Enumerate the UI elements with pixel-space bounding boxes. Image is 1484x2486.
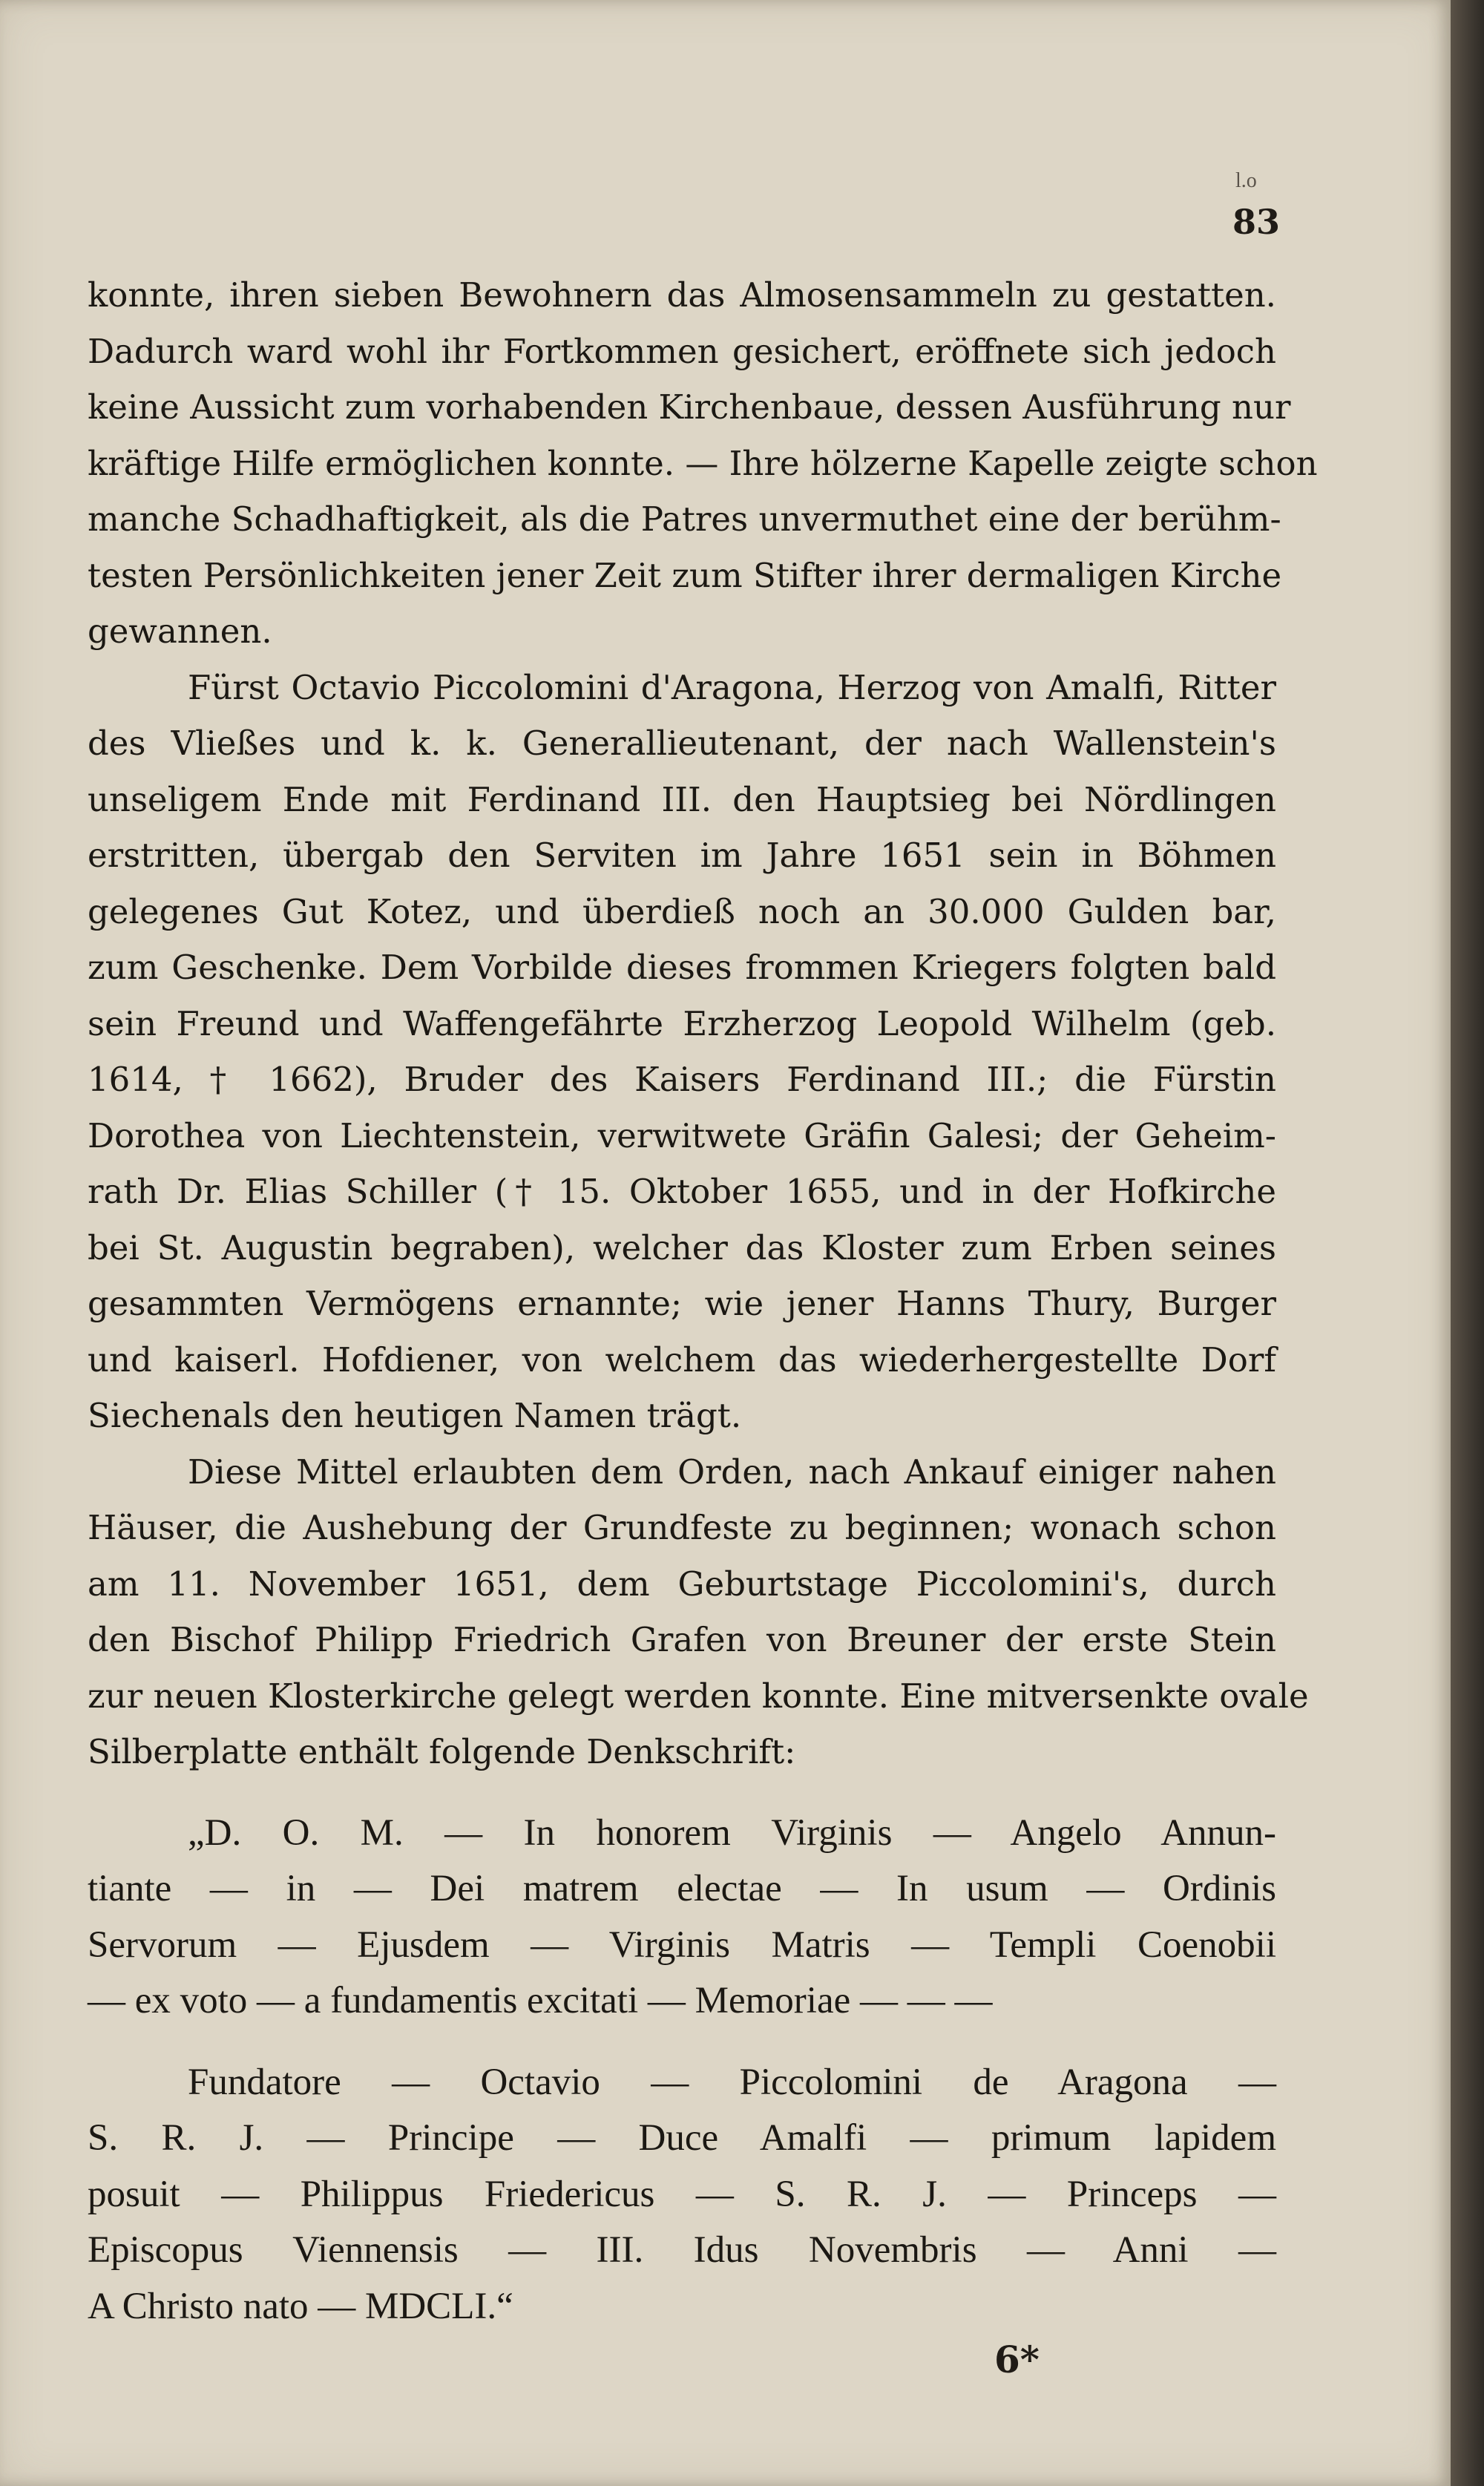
text-line: und kaiserl. Hofdiener, von welchem das wiederhergestellte Dorf <box>88 1339 1276 1380</box>
page-mark: l.o <box>1235 169 1257 192</box>
text-line: rath Dr. Elias Schiller († 15. Oktober 1655, und in der Hofkirche <box>88 1172 1276 1211</box>
text-line: manche Schadhaftigkeit, als die Patres unvermuthet eine der berühm- <box>88 499 1281 539</box>
text-line: konnte, ihren sieben Bewohnern das Almosensammeln zu gestatten. <box>88 275 1276 315</box>
text-line: 1614, † 1662), Bruder des Kaisers Ferdinand III.; die Fürstin <box>88 1060 1276 1099</box>
text-line: erstritten, übergab den Serviten im Jahre 1651 sein in Böhmen <box>88 836 1276 875</box>
signature-mark: 6* <box>994 2338 1040 2381</box>
text-line: Silberplatte enthält folgende Denkschrift: <box>88 1732 796 1771</box>
text-line: gewannen. <box>88 611 272 651</box>
text-line: am 11. November 1651, dem Geburtstage Piccolomini's, durch <box>88 1564 1276 1604</box>
text-line: den Bischof Philipp Friedrich Grafen von Breuner der erste Stein <box>88 1620 1276 1659</box>
text-line: kräftige Hilfe ermöglichen konnte. — Ihre hölzerne Kapelle zeigte schon <box>88 443 1318 483</box>
text-line: Dadurch ward wohl ihr Fortkommen gesichert, eröffnete sich jedoch <box>88 331 1276 371</box>
text-line: bei St. Augustin begraben), welcher das Kloster zum Erben seines <box>88 1227 1276 1267</box>
text-line: Diese Mittel erlaubten dem Orden, nach Ankauf einiger nahen <box>188 1452 1276 1492</box>
text-line: Siechenals den heutigen Namen trägt. <box>88 1396 742 1435</box>
text-line: sein Freund und Waffengefährte Erzherzog Leopold Wilhelm (geb. <box>88 1003 1276 1043</box>
text-line: Dorothea von Liechtenstein, verwitwete Gräfin Galesi; der Geheim- <box>88 1115 1276 1155</box>
text-line: des Vließes und k. k. Generallieutenant, der nach Wallenstein's <box>88 724 1276 763</box>
text-line: zur neuen Klosterkirche gelegt werden konnte. Eine mitversenkte ovale <box>88 1676 1309 1716</box>
inscription-line: Episcopus Viennensis — III. Idus Novembris — Anni — <box>88 2229 1276 2271</box>
paragraph-2 <box>88 660 1276 1444</box>
page-number: 83 <box>1232 202 1280 242</box>
inscription-line: Fundatore — Octavio — Piccolomini de Aragona — <box>188 2061 1276 2103</box>
body-text <box>88 267 1318 2335</box>
latin-inscription-2 <box>88 2055 1276 2335</box>
inscription-line: A Christo nato — MDCLI.“ <box>88 2285 513 2327</box>
spacer <box>88 2030 1276 2055</box>
text-line: unseligem Ende mit Ferdinand III. den Hauptsieg bei Nördlingen <box>88 779 1276 819</box>
paragraph-3 <box>88 1444 1309 1780</box>
inscription-line: tiante — in — Dei matrem electae — In usum — Ordinis <box>88 1868 1276 1909</box>
text-line: keine Aussicht zum vorhabenden Kirchenbaue, dessen Ausführung nur <box>88 387 1291 427</box>
paragraph-1 <box>88 267 1318 660</box>
inscription-line: — ex voto — a fundamentis excitati — Memoriae — — — <box>88 1980 993 2021</box>
page-edge <box>1451 0 1484 2486</box>
text-line: zum Geschenke. Dem Vorbilde dieses frommen Kriegers folgten bald <box>88 948 1276 987</box>
inscription-line: Servorum — Ejusdem — Virginis Matris — Templi Coenobii <box>88 1923 1276 1966</box>
text-line: testen Persönlichkeiten jener Zeit zum Stifter ihrer dermaligen Kirche <box>88 555 1282 595</box>
text-line: Fürst Octavio Piccolomini d'Aragona, Herzog von Amalfi, Ritter <box>188 667 1276 707</box>
text-line: Häuser, die Aushebung der Grundfeste zu beginnen; wonach schon <box>88 1508 1276 1547</box>
text-line: gelegenes Gut Kotez, und überdieß noch an 30.000 Gulden bar, <box>88 891 1276 931</box>
inscription-line: posuit — Philippus Friedericus — S. R. J. — Princeps — <box>88 2173 1276 2215</box>
spacer <box>88 1780 1276 1806</box>
inscription-line: „D. O. M. — In honorem Virginis — Angelo Annun- <box>188 1811 1276 1854</box>
latin-inscription-1 <box>88 1806 1276 2030</box>
inscription-line: S. R. J. — Principe — Duce Amalfi — primum lapidem <box>88 2117 1276 2159</box>
text-line: gesammten Vermögens ernannte; wie jener Hanns Thury, Burger <box>88 1284 1276 1323</box>
